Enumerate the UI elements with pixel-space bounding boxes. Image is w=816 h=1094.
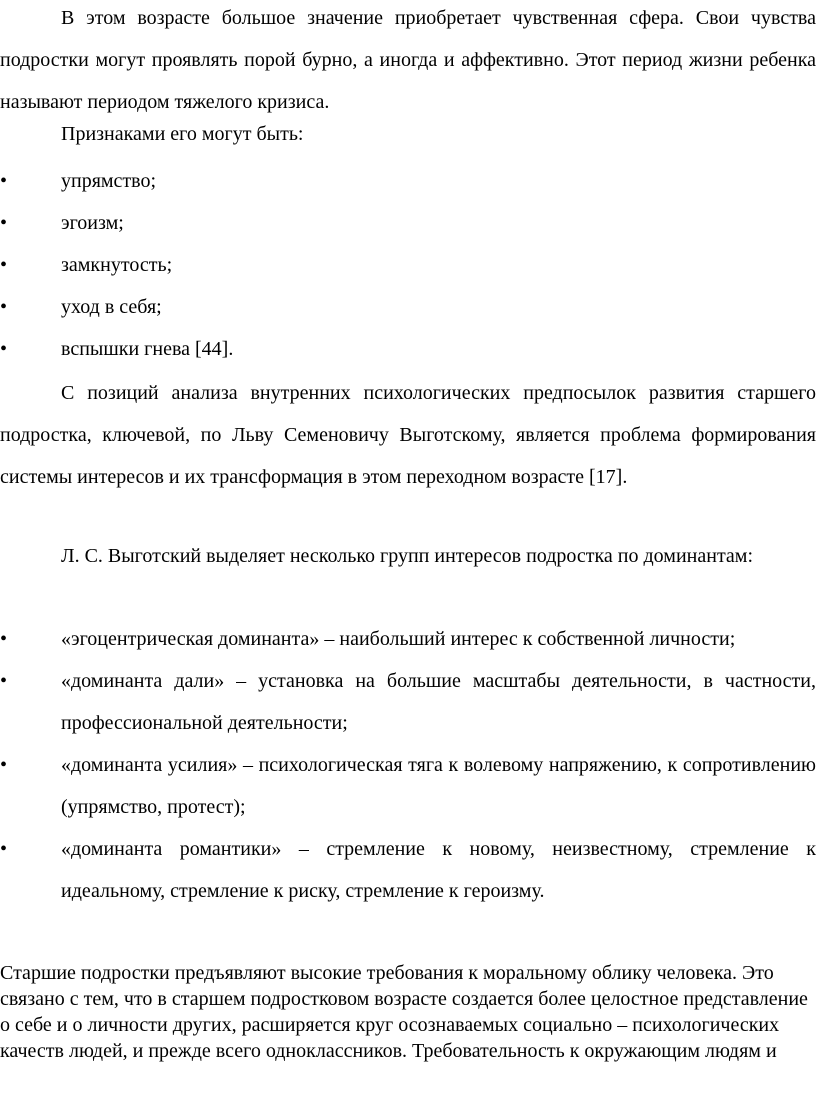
paragraph-emotional-sphere: В этом возрасте большое значение приобретает чувственная сфера. Свои чувства подростки могут проявлять порой бурно, а иногда и аффективно. Этот период жизни ребенка называют периодом тяжелого кризиса. (0, 7, 816, 113)
bullet-icon: • (0, 754, 8, 776)
list-item: • вспышки гнева [44]. (0, 328, 816, 370)
list-item: • эгоизм; (0, 202, 816, 244)
bullet-icon: • (0, 212, 8, 234)
list-item: • замкнутость; (0, 244, 816, 286)
dominants-list (0, 618, 816, 912)
paragraph-dominants-intro: Л. С. Выготский выделяет несколько групп интересов подростка по доминантам: (61, 545, 754, 567)
list-item: • «доминанта романтики» – стремление к новому, неизвестному, стремление к идеальному, стремление к риску, стремление к героизму. (0, 828, 816, 912)
list-item: • уход в себя; (0, 286, 816, 328)
bullet-icon: • (0, 170, 8, 192)
bullet-icon: • (0, 338, 8, 360)
bullet-icon: • (0, 670, 8, 692)
bullet-icon: • (0, 254, 8, 276)
paragraph-vygotsky-interests: С позиций анализа внутренних психологических предпосылок развития старшего подростка, ключевой, по Льву Семеновичу Выготскому, является проблема формирования системы интересов и их трансформация в этом переходном возрасте [17]. (0, 382, 816, 488)
bullet-icon: • (0, 296, 8, 318)
list-item: • «доминанта дали» – установка на большие масштабы деятельности, в частности, профессиональной деятельности; (0, 660, 816, 744)
list-item: • «доминанта усилия» – психологическая тяга к волевому напряжению, к сопротивлению (упрямство, протест); (0, 744, 816, 828)
signs-list (0, 160, 816, 370)
list-item: • упрямство; (0, 160, 816, 202)
paragraph-moral-requirements: Старшие подростки предъявляют высокие требования к моральному облику человека. Это связано с тем, что в старшем подростковом возрасте создается более целостное представление о себе и о личности других, расширяется круг осознаваемых социально – психологических качеств людей, и прежде всего одноклассников. Требовательность к окружающим людям и (0, 962, 808, 1062)
list-item: • «эгоцентрическая доминанта» – наибольший интерес к собственной личности; (0, 618, 816, 660)
bullet-icon: • (0, 628, 8, 650)
bullet-icon: • (0, 838, 8, 860)
paragraph-signs-intro: Признаками его могут быть: (61, 123, 304, 145)
